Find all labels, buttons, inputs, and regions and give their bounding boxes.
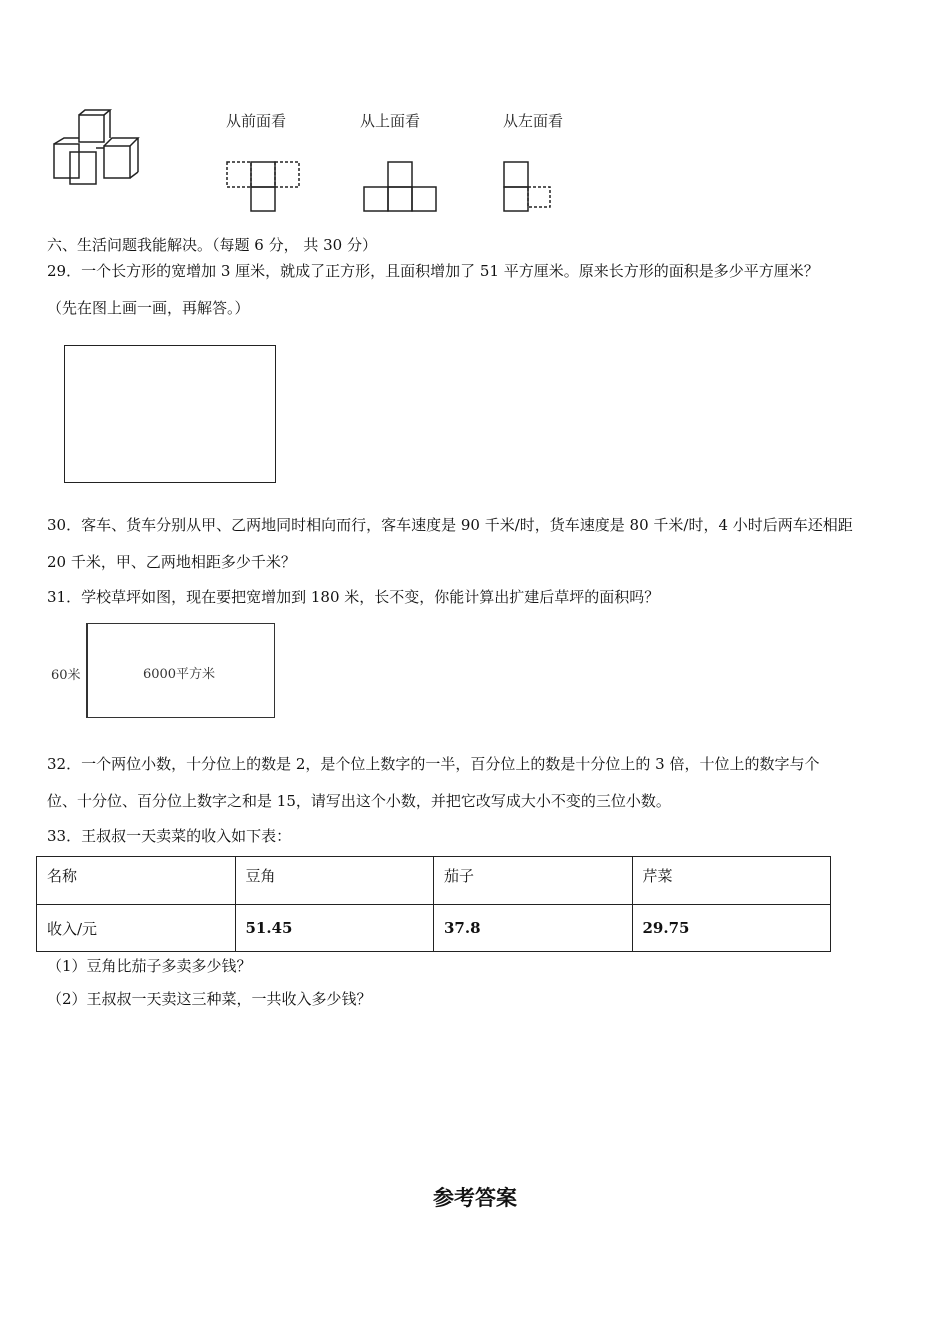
front-view-drawing (225, 160, 305, 215)
q31-width-label: 60米 (51, 668, 81, 683)
income-table (36, 856, 831, 952)
table-cell: 29.75 (632, 905, 831, 952)
table-cell: 芹菜 (632, 857, 831, 905)
left-view-drawing (502, 160, 562, 215)
top-view-label: 从上面看 (360, 112, 421, 130)
table-cell: 名称 (37, 857, 236, 905)
top-view-drawing (362, 160, 442, 215)
table-cell: 51.45 (235, 905, 434, 952)
q31-text: 31．学校草坪如图，现在要把宽增加到 180 米，长不变，你能计算出扩建后草坪的面积吗？ (47, 588, 660, 606)
answers-title: 参考答案 (433, 1186, 517, 1210)
table-cell: 茄子 (434, 857, 633, 905)
front-view-label: 从前面看 (226, 112, 287, 130)
q33-sub1: （1）豆角比茄子多卖多少钱？ (47, 957, 252, 975)
q33-sub2: （2）王叔叔一天卖这三种菜，一共收入多少钱？ (47, 990, 372, 1008)
table-cell: 豆角 (235, 857, 434, 905)
q31-area-label: 6000平方米 (142, 667, 216, 682)
q29-note: （先在图上画一画，再解答。） (47, 299, 250, 317)
cube-stack-figure (50, 108, 150, 188)
section-6-title: 六、生活问题我能解决。（每题 6 分， 共 30 分） (47, 236, 377, 254)
table-header-row (37, 857, 831, 905)
q32-line2: 位、十分位、百分位上数字之和是 15，请写出这个小数，并把它改写成大小不变的三位小数。 (47, 792, 671, 810)
q33-text: 33．王叔叔一天卖菜的收入如下表： (47, 827, 292, 845)
q32-line1: 32．一个两位小数，十分位上的数是 2，是个位上数字的一半，百分位上的数是十分位上的 3 倍，十位上的数字与个 (47, 755, 820, 773)
q30-line2: 20 千米，甲、乙两地相距多少千米？ (47, 553, 296, 571)
table-cell: 37.8 (434, 905, 633, 952)
table-row (37, 905, 831, 952)
q30-line1: 30．客车、货车分别从甲、乙两地同时相向而行，客车速度是 90 千米/时，货车速度是 80 千米/时，4 小时后两车还相距 (47, 516, 853, 534)
q29-rectangle (64, 345, 276, 483)
table-cell: 收入/元 (37, 905, 236, 952)
q29-text: 29．一个长方形的宽增加 3 厘米，就成了正方形，且面积增加了 51 平方厘米。原来长方形的面积是多少平方厘米？ (47, 262, 819, 280)
left-view-label: 从左面看 (503, 112, 564, 130)
